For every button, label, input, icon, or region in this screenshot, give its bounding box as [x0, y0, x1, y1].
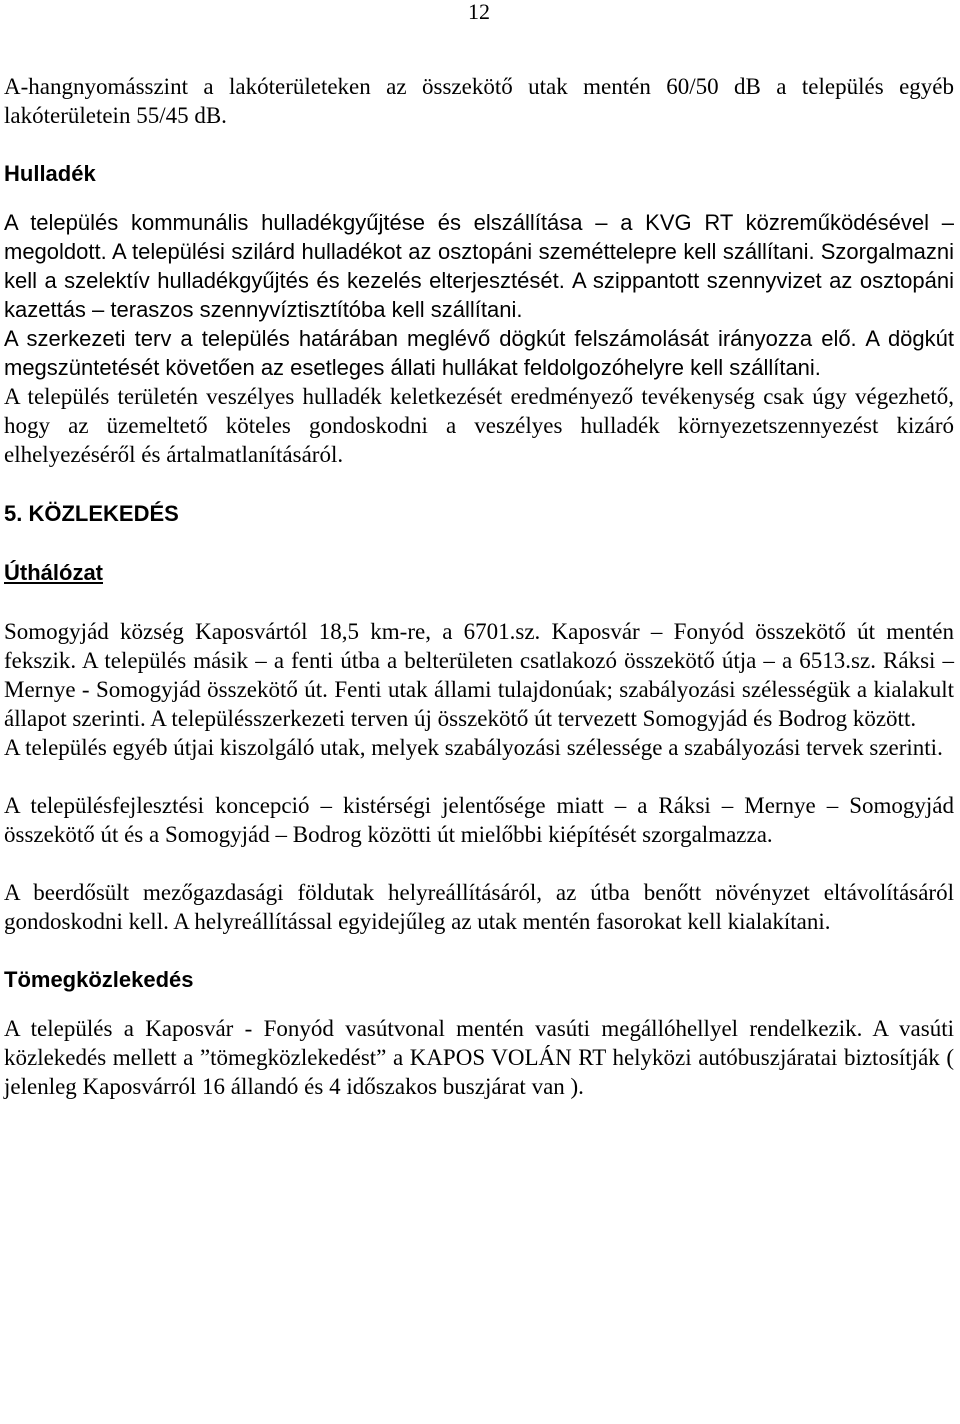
- waste-collection-paragraph: [4, 208, 954, 324]
- local-roads-paragraph: A település egyéb útjai kiszolgáló utak, melyek szabályozási szélessége a szabályozási tervek szerinti.: [4, 735, 943, 760]
- page-content: [4, 72, 954, 1101]
- road-network-heading: Úthálózat: [4, 560, 103, 585]
- page-number: 12: [468, 0, 490, 24]
- transport-chapter-heading: 5. KÖZLEKEDÉS: [4, 501, 179, 526]
- hazardous-waste-paragraph: A település területén veszélyes hulladék keletkezését eredményező tevékenység csak úgy végezhető, hogy az üzemeltető köteles gondoskodni a veszélyes hulladék környezetszennyezést kizáró elhelyezéséről és ártalmatlanításáról.: [4, 384, 954, 467]
- carcass-pit-text: A szerkezeti terv a település határában meglévő dögkút felszámolását irányozza elő.: [4, 326, 857, 351]
- public-transport-heading: Tömegközlekedés: [4, 967, 194, 992]
- field-roads-paragraph: A beerdősült mezőgazdasági földutak helyreállításáról, az útba benőtt növényzet eltávolításáról gondoskodni kell. A helyreállítással egyidejűleg az utak mentén fasorokat kell kialakítani.: [4, 880, 954, 934]
- selective-collection-text: Szorgalmazni kell a szelektív hulladékgyűjtés és kezelés elterjesztését.: [4, 239, 954, 293]
- carcass-pit-paragraph: [4, 324, 954, 382]
- public-transport-paragraph: A település a Kaposvár - Fonyód vasútvonal mentén vasúti megállóhellyel rendelkezik. A vasúti közlekedés mellett a ”tömegközlekedést” a KAPOS VOLÁN RT helyközi autóbuszjáratai biztosítják ( jelenleg Kaposvárról 16 állandó és 4 időszakos buszjárat van ).: [4, 1016, 954, 1099]
- noise-level-paragraph: A-hangnyomásszint a lakóterületeken az összekötő utak mentén 60/50 dB a település egyéb lakóterületein 55/45 dB.: [4, 74, 954, 128]
- carcass-disposal-text: A dögkút megszüntetését követően az esetleges állati hullákat feldolgozóhelyre kell szállítani.: [4, 326, 954, 380]
- waste-collection-text: A település kommunális hulladékgyűjtése és elszállítása – a KVG RT közreműködésével – megoldott. A települési szilárd hulladékot az osztopáni szeméttelepre kell szállítani.: [4, 210, 954, 264]
- road-network-paragraph: Somogyjád község Kaposvártól 18,5 km-re, a 6701.sz. Kaposvár – Fonyód összekötő út mentén fekszik. A település másik – a fenti útba a belterületen csatlakozó összekötő útja – a 6513.sz. Ráksi – Mernye - Somogyjád összekötő út. Fenti utak állami tulajdonúak; szabályozási szélességük a kialakult állapot szerinti. A településszerkezeti terven új összekötő út tervezett Somogyjád és Bodrog között.: [4, 619, 954, 731]
- sewage-text: A szippantott szennyvizet az osztopáni kazettás – teraszos szennyvíztisztítóba kell szállítani.: [4, 268, 955, 322]
- waste-heading: Hulladék: [4, 161, 96, 186]
- development-concept-paragraph: A településfejlesztési koncepció – kistérségi jelentősége miatt – a Ráksi – Mernye – Somogyjád összekötő út és a Somogyjád – Bodrog közötti út mielőbbi kiépítését szorgalmazza.: [4, 793, 954, 847]
